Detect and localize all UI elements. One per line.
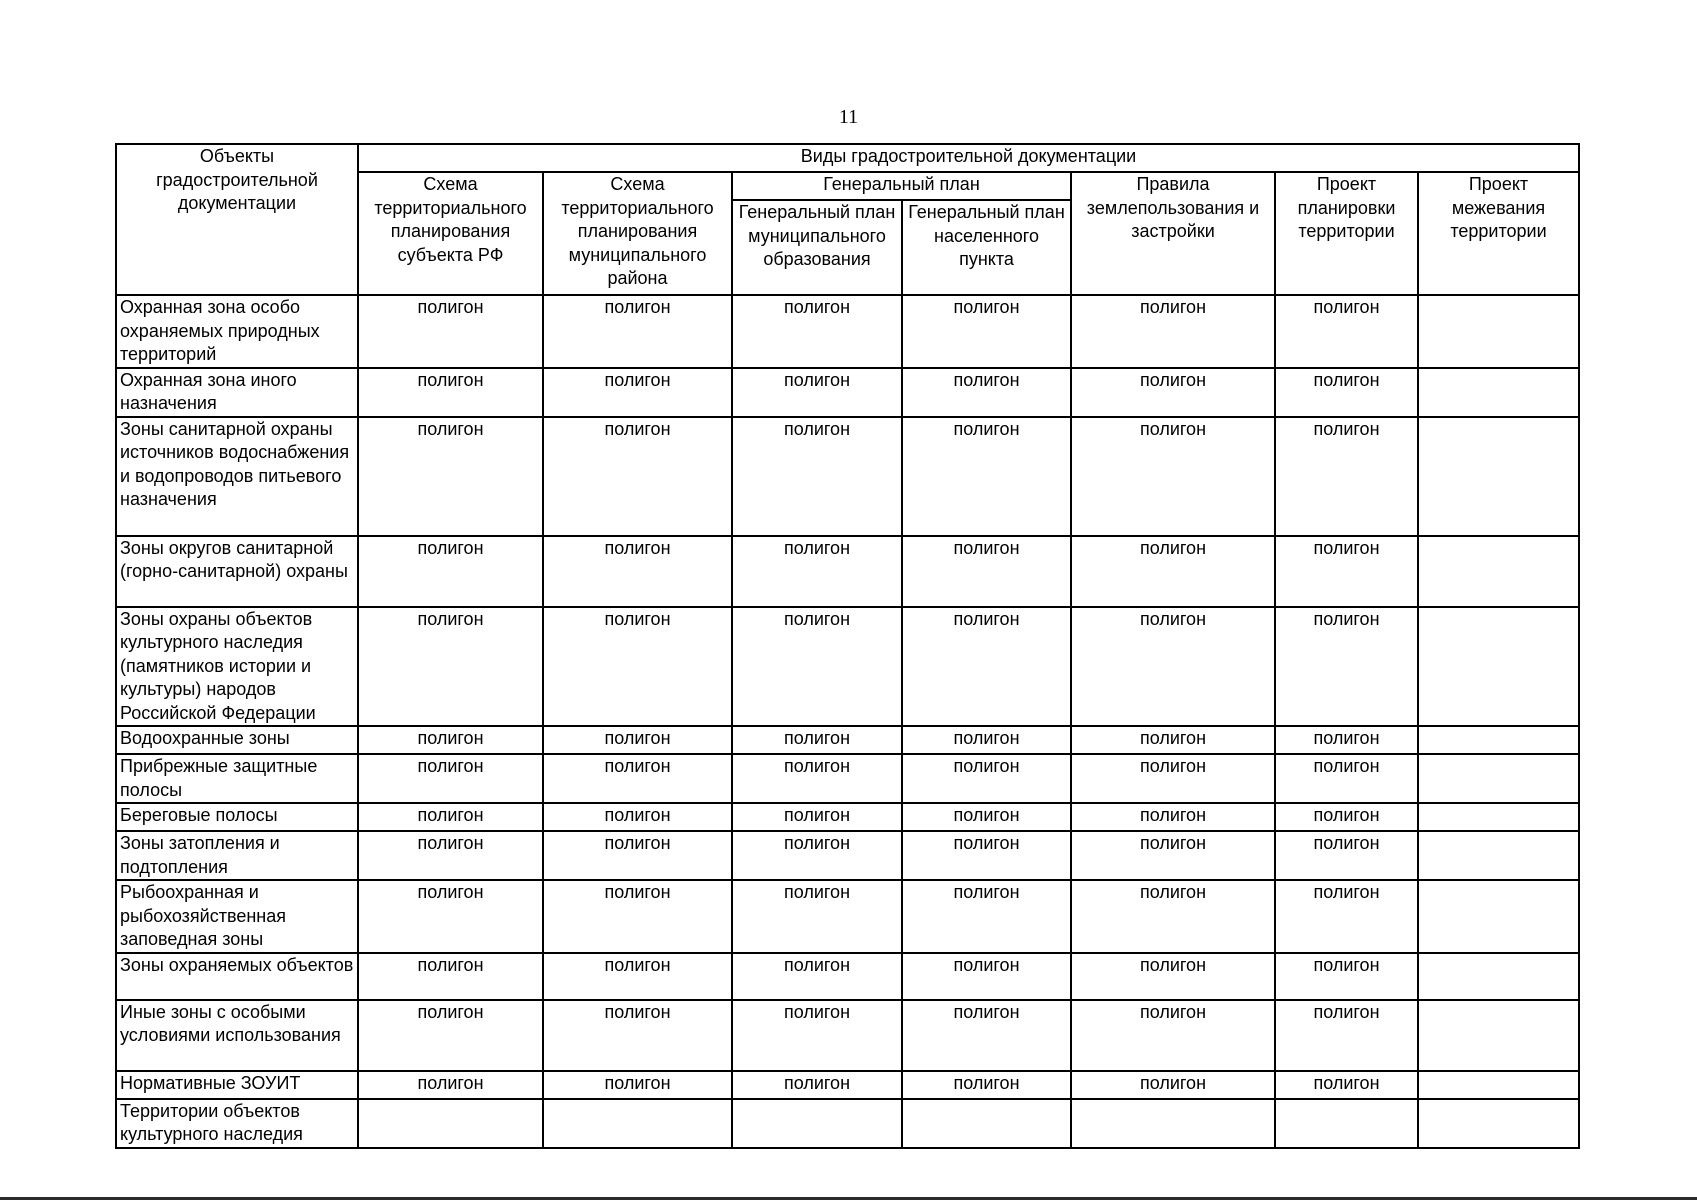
table-cell: полигон [1071,726,1275,754]
table-cell: полигон [1275,831,1418,880]
table-cell: полигон [1275,607,1418,727]
table-cell: полигон [358,803,543,831]
table-row [116,754,1579,803]
table-cell: полигон [732,831,902,880]
table-body [116,295,1579,1148]
table-cell [1418,1000,1579,1071]
table-cell: полигон [358,953,543,1000]
table-cell: полигон [1071,417,1275,536]
table-cell: полигон [358,726,543,754]
table-cell: полигон [732,607,902,727]
table-cell: полигон [1275,295,1418,368]
table-cell: полигон [1071,754,1275,803]
column-header-genplan-municipal: Генеральный план муниципального образования [732,200,902,295]
column-header-genplan-settlement: Генеральный план населенного пункта [902,200,1071,295]
table-row [116,803,1579,831]
table-cell: полигон [1275,417,1418,536]
table-cell: полигон [1071,1000,1275,1071]
table-cell [1418,1071,1579,1099]
table-cell: полигон [358,1071,543,1099]
row-label: Водоохранные зоны [116,726,358,754]
table-header [116,144,1579,295]
table-cell [902,1099,1071,1148]
row-label: Зоны санитарной охраны источников водоснабжения и водопроводов питьевого назначения [116,417,358,536]
table-cell [1071,1099,1275,1148]
table-row [116,726,1579,754]
table-cell [1418,953,1579,1000]
table-cell: полигон [543,417,732,536]
table-cell: полигон [1275,754,1418,803]
table-cell: полигон [543,1000,732,1071]
table-cell: полигон [358,295,543,368]
table-cell: полигон [902,803,1071,831]
table-row [116,368,1579,417]
table-cell: полигон [732,754,902,803]
row-label: Зоны охраны объектов культурного наследия (памятников истории и культуры) народов Российской Федерации [116,607,358,727]
table-cell: полигон [1071,607,1275,727]
table-cell [1418,607,1579,727]
column-group-genplan: Генеральный план [732,172,1071,200]
table-cell [1418,1099,1579,1148]
table-cell: полигон [902,726,1071,754]
table-cell: полигон [543,607,732,727]
table-cell: полигон [358,417,543,536]
table-cell: полигон [732,417,902,536]
table-cell [1275,1099,1418,1148]
table-cell [732,1099,902,1148]
column-header-surveying-project: Проект межевания территории [1418,172,1579,295]
table-cell: полигон [543,536,732,607]
table-row [116,1000,1579,1071]
table-cell: полигон [1071,295,1275,368]
table-cell: полигон [1071,536,1275,607]
documentation-table [115,143,1580,1149]
table-cell: полигон [902,754,1071,803]
row-label: Береговые полосы [116,803,358,831]
row-label: Зоны округов санитарной (горно-санитарной) охраны [116,536,358,607]
table-cell: полигон [358,368,543,417]
table-cell: полигон [543,880,732,953]
table-row [116,1071,1579,1099]
table-row [116,1099,1579,1148]
table-cell: полигон [902,953,1071,1000]
table-cell: полигон [902,536,1071,607]
table-cell: полигон [732,726,902,754]
table-cell: полигон [1071,1071,1275,1099]
column-header-scheme-subject: Схема территориального планирования субъекта РФ [358,172,543,295]
table-cell: полигон [1071,953,1275,1000]
table-cell: полигон [732,1000,902,1071]
table-cell: полигон [902,368,1071,417]
row-label: Нормативные ЗОУИТ [116,1071,358,1099]
table-cell: полигон [1275,536,1418,607]
table-cell: полигон [732,368,902,417]
table-cell: полигон [902,1071,1071,1099]
table-cell: полигон [732,953,902,1000]
table-cell: полигон [902,880,1071,953]
table-cell: полигон [543,1071,732,1099]
table-cell: полигон [732,536,902,607]
table-cell [1418,536,1579,607]
table-cell: полигон [358,1000,543,1071]
row-label: Охранная зона особо охраняемых природных территорий [116,295,358,368]
table-cell [1418,368,1579,417]
table-cell: полигон [1071,880,1275,953]
table-cell: полигон [732,295,902,368]
table-cell: полигон [358,607,543,727]
table-row [116,295,1579,368]
table-cell [543,1099,732,1148]
corner-header: Объекты градостроительной документации [116,144,358,295]
column-header-scheme-district: Схема территориального планирования муниципального района [543,172,732,295]
table-cell: полигон [358,831,543,880]
table-cell: полигон [358,880,543,953]
table-cell: полигон [732,880,902,953]
row-label: Зоны затопления и подтопления [116,831,358,880]
table-cell: полигон [543,726,732,754]
table-row [116,536,1579,607]
row-label: Прибрежные защитные полосы [116,754,358,803]
row-label: Охранная зона иного назначения [116,368,358,417]
column-header-land-use-rules: Правила землепользования и застройки [1071,172,1275,295]
table-cell [1418,831,1579,880]
table-cell: полигон [902,295,1071,368]
table-cell: полигон [1275,953,1418,1000]
table-cell: полигон [1275,1071,1418,1099]
table-cell: полигон [1275,368,1418,417]
table-cell: полигон [358,536,543,607]
row-label: Иные зоны с особыми условиями использования [116,1000,358,1071]
table-cell [1418,880,1579,953]
table-cell: полигон [543,831,732,880]
table-cell: полигон [358,754,543,803]
table-cell: полигон [1275,1000,1418,1071]
table-cell: полигон [732,803,902,831]
table-row [116,953,1579,1000]
table-cell [1418,754,1579,803]
table-row [116,831,1579,880]
table-cell: полигон [732,1071,902,1099]
table-row [116,417,1579,536]
table-row [116,880,1579,953]
table-cell [358,1099,543,1148]
table-cell: полигон [902,607,1071,727]
table-cell [1418,803,1579,831]
row-label: Территории объектов культурного наследия [116,1099,358,1148]
table-row [116,607,1579,727]
table-cell [1418,417,1579,536]
group-header: Виды градостроительной документации [358,144,1579,172]
table-cell: полигон [543,295,732,368]
table-cell: полигон [902,1000,1071,1071]
table-cell: полигон [1071,368,1275,417]
table-cell: полигон [1071,831,1275,880]
row-label: Рыбоохранная и рыбохозяйственная заповедная зоны [116,880,358,953]
table-cell: полигон [1275,726,1418,754]
table-cell: полигон [902,831,1071,880]
table-cell: полигон [1275,880,1418,953]
table-cell: полигон [902,417,1071,536]
table-cell: полигон [543,368,732,417]
row-label: Зоны охраняемых объектов [116,953,358,1000]
table-cell [1418,295,1579,368]
table-cell: полигон [543,754,732,803]
table-cell: полигон [543,803,732,831]
column-header-planning-project: Проект планировки территории [1275,172,1418,295]
page-number: 11 [838,106,859,128]
table-cell: полигон [1275,803,1418,831]
table-cell: полигон [1071,803,1275,831]
table-cell [1418,726,1579,754]
table-cell: полигон [543,953,732,1000]
